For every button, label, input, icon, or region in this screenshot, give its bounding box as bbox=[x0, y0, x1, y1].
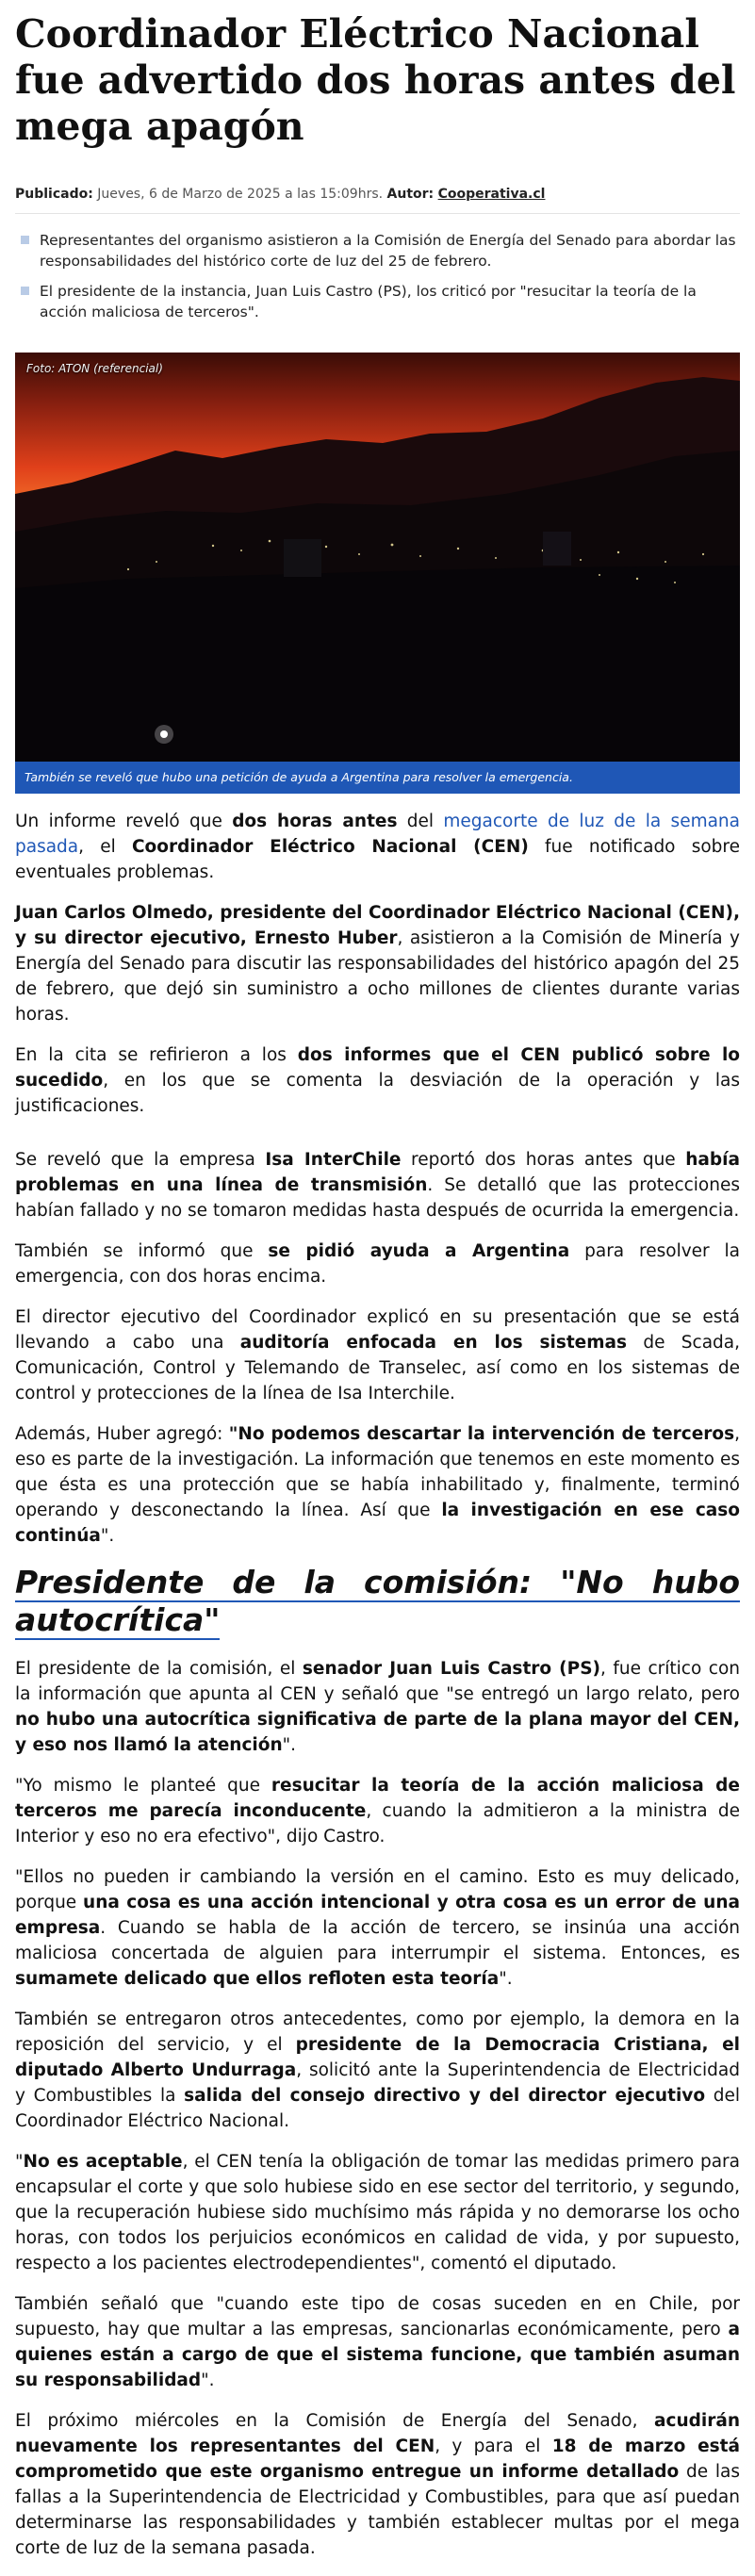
paragraph: También señaló que "cuando este tipo de cosas suceden en en Chile, por supuesto, hay que multar a las empresas, sancionarlas económicamente, pero a quienes están a cargo de que el sistema funcione, que también asuman su responsabilidad". bbox=[15, 2294, 740, 2390]
article-photo[interactable] bbox=[15, 353, 740, 794]
section-subheading bbox=[15, 1564, 740, 1639]
night-sunset-photo bbox=[15, 353, 740, 794]
paragraph: Juan Carlos Olmedo, presidente del Coordinador Eléctrico Nacional (CEN), y su director ejecutivo, Ernesto Huber, asistieron a la Comisión de Minería y Energía del Senado para discutir las responsabilidades del histórico apagón del 25 de febrero, que dejó sin suministro a ocho millones de clientes durante varias horas. bbox=[15, 903, 740, 1025]
paragraph: También se informó que se pidió ayuda a Argentina para resolver la emergencia, con dos horas encima. bbox=[15, 1241, 741, 1287]
paragraph: En la cita se refirieron a los dos informes que el CEN publicó sobre lo sucedido, en los que se comenta la desviación de la operación y las justificaciones. bbox=[15, 1045, 740, 1116]
paragraph: El director ejecutivo del Coordinador explicó en su presentación que se está llevando a cabo una auditoría enfocada en los sistemas de Scada, Comunicación, Control y Telemando de Transelec, así como en los sistemas de control y protecciones de la línea de Isa Interchile. bbox=[15, 1307, 741, 1403]
photo-credit-source: ATON bbox=[58, 362, 90, 375]
paragraph: El próximo miércoles en la Comisión de Energía del Senado, acudirán nuevamente los representantes del CEN, y para el 18 de marzo está comprometido que este organismo entregue un informe detallado de las fallas a la Superintendencia de Electricidad y Combustibles, para que así puedan determinarse las responsabilidades y también establecer multas por el mega corte de luz de la semana pasada. bbox=[15, 2411, 740, 2558]
paragraph: "Yo mismo le planteé que resucitar la teoría de la acción maliciosa de terceros me parecía inconducente, cuando la admitieron a la ministra de Interior y eso no era efectivo", dijo Castro. bbox=[15, 1776, 740, 1846]
article-headline: Coordinador Eléctrico Nacional fue advertido dos horas antes del mega apagón bbox=[15, 11, 736, 149]
published-label: Publicado: bbox=[15, 187, 93, 202]
author-link[interactable]: Cooperativa.cl bbox=[437, 187, 546, 202]
megacorte-link[interactable]: megacorte de luz de la semana pasada bbox=[15, 812, 740, 857]
paragraph: "No es aceptable, el CEN tenía la obligación de tomar las medidas primero para encapsular el corte y que solo hubiese sido en ese sector del territorio, y segundo, que la recuperación hubiese sido muchísimo más rápida y no demorarse los ocho horas, con todos los perjuicios económicos en calidad de vida, y por supuesto, respecto a los pacientes electrodependientes", comentó el diputado. bbox=[15, 2152, 740, 2273]
paragraph: Se reveló que la empresa Isa InterChile reportó dos horas antes que había problemas en una línea de transmisión. Se detalló que las protecciones habían fallado y no se tomaron medidas hasta después de ocurrida la emergencia. bbox=[15, 1150, 740, 1221]
summary-text: Representantes del organismo asistieron a la Comisión de Energía del Senado para abordar las responsabilidades del histórico corte de luz del 25 de febrero. bbox=[40, 232, 736, 270]
photo-credit-suffix: (referencial) bbox=[90, 362, 163, 375]
paragraph: Además, Huber agregó: "No podemos descartar la intervención de terceros, eso es parte de la investigación. La información que tenemos en este momento es que ésta es una protección que se había inhabilitado y, finalmente, terminó operando y desconectando la línea. Así que la investigación en ese caso continúa". bbox=[15, 1424, 741, 1546]
summary-item bbox=[15, 230, 740, 271]
article-meta bbox=[15, 185, 740, 204]
paragraph: Un informe reveló que dos horas antes del megacorte de luz de la semana pasada, el Coordinador Eléctrico Nacional (CEN) fue notificado sobre eventuales problemas. bbox=[15, 812, 740, 882]
square-bullet-icon bbox=[21, 287, 29, 295]
square-bullet-icon bbox=[21, 236, 29, 244]
published-date: Jueves, 6 de Marzo de 2025 a las 15:09hrs. bbox=[92, 187, 387, 202]
article-summary bbox=[15, 230, 740, 332]
subheading-text: Presidente de la comisión: "No hubo autocrítica" bbox=[15, 1564, 740, 1638]
paragraph: También se entregaron otros antecedentes, como por ejemplo, la demora en la reposición del servicio, y el presidente de la Democracia Cristiana, el diputado Alberto Undurraga, solicitó ante la Superintendencia de Electricidad y Combustibles la salida del consejo directivo y del director ejecutivo del Coordinador Eléctrico Nacional. bbox=[15, 2010, 741, 2131]
meta-divider bbox=[15, 213, 740, 214]
summary-text: El presidente de la instancia, Juan Luis Castro (PS), los criticó por "resucitar la teoría de la acción maliciosa de terceros". bbox=[40, 283, 697, 320]
paragraph: "Ellos no pueden ir cambiando la versión en el camino. Esto es muy delicado, porque una cosa es una acción intencional y otra cosa es un error de una empresa. Cuando se habla de la acción de tercero, se insinúa una acción maliciosa concertada de alguien para interrumpir el sistema. Entonces, es sumamete delicado que ellos refloten esta teoría". bbox=[15, 1867, 740, 1989]
photo-credit bbox=[26, 362, 163, 375]
article-body bbox=[15, 809, 740, 2576]
paragraph: El presidente de la comisión, el senador Juan Luis Castro (PS), fue crítico con la información que apunta al CEN y señaló que "se entregó un largo relato, pero no hubo una autocrítica significativa de parte de la plana mayor del CEN, y eso nos llamó la atención". bbox=[15, 1659, 740, 1755]
photo-caption: También se reveló que hubo una petición de ayuda a Argentina para resolver la emergencia. bbox=[15, 762, 740, 794]
author-label: Autor: bbox=[386, 187, 435, 202]
summary-item bbox=[15, 281, 740, 322]
photo-credit-prefix: Foto: bbox=[26, 362, 59, 375]
